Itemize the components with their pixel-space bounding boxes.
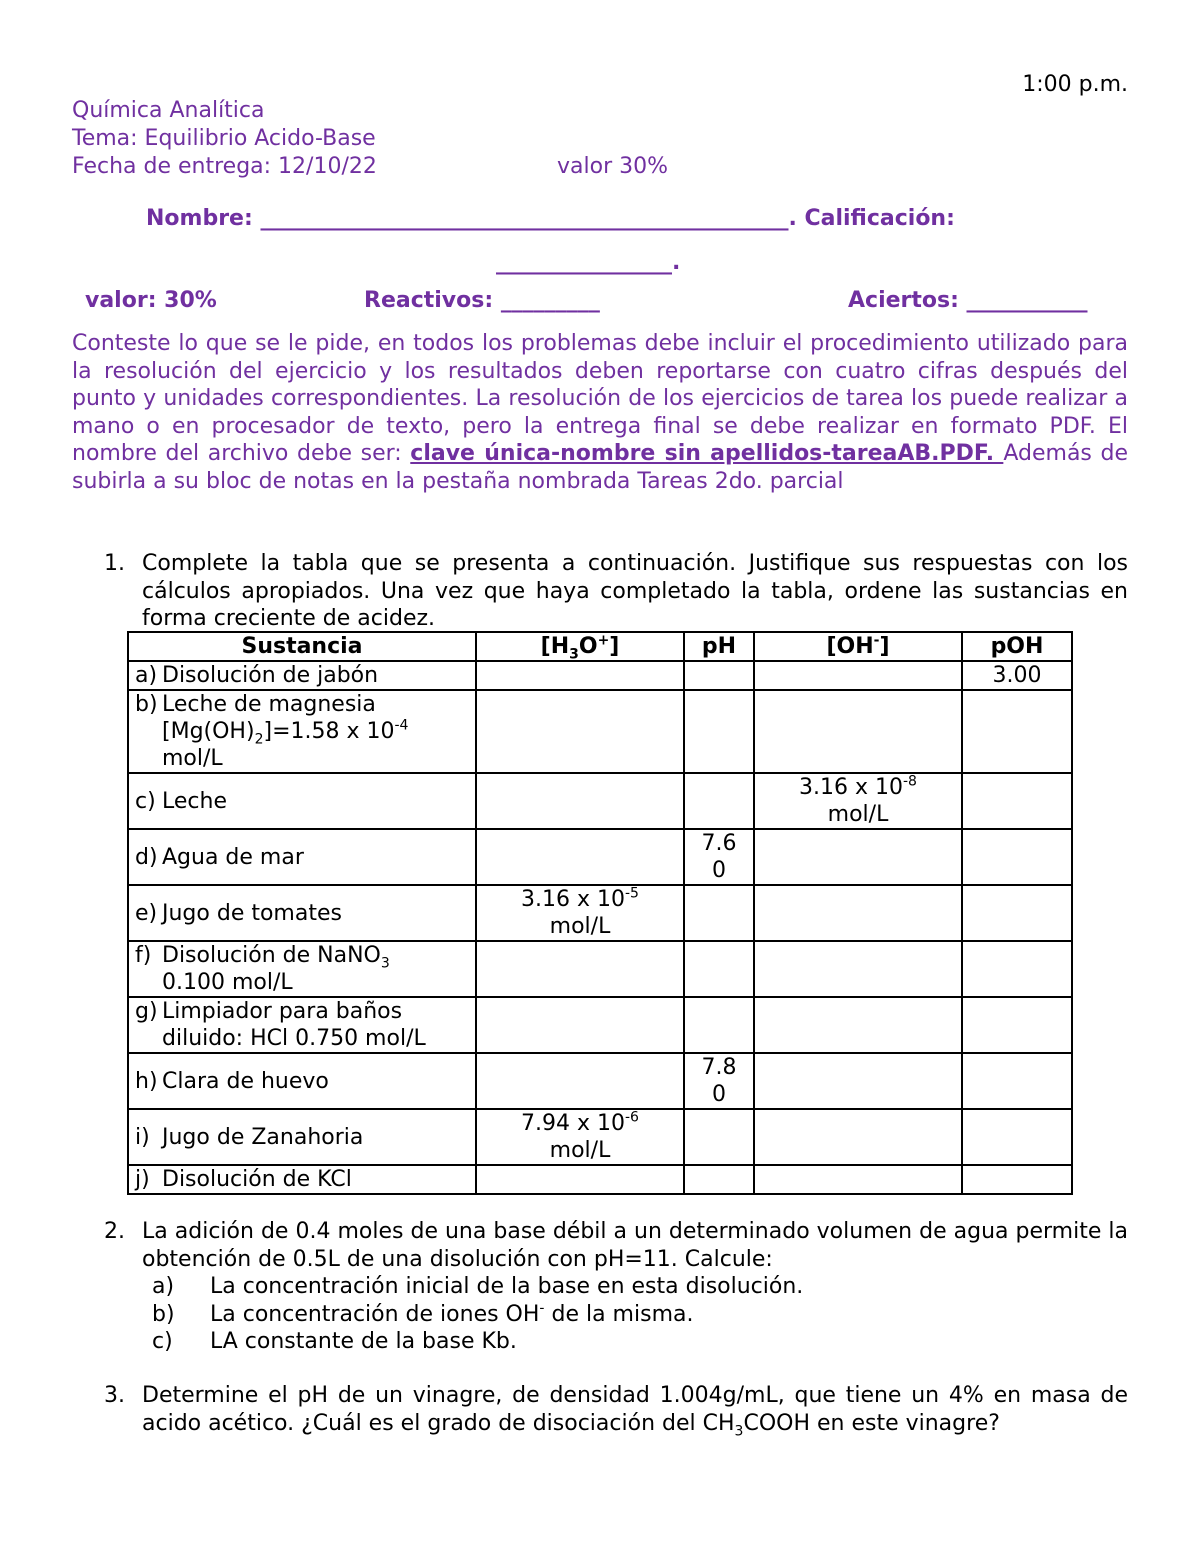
- time-label: 1:00 p.m.: [1022, 72, 1128, 97]
- question-number: 2.: [104, 1219, 125, 1244]
- table-row: [128, 661, 1072, 690]
- substance-cell: g) Limpiador para baños diluido: HCl 0.750 mol/L: [128, 997, 476, 1053]
- oh-cell: 3.16 x $10^{-8}$ mol/L: [754, 773, 962, 829]
- instructions-text-2: Además de subirla a su bloc de notas en la pestaña nombrada Tareas 2do. parcial: [72, 441, 1129, 494]
- h3o-cell: 7.94 x $10^{-6}$ mol/L: [476, 1109, 684, 1165]
- substance-cell: c) Leche: [128, 773, 476, 829]
- table-row: [128, 885, 1072, 941]
- name-label: Nombre:: [146, 206, 253, 231]
- table-row: [128, 773, 1072, 829]
- header-ph: pH: [684, 632, 754, 661]
- table-row: [128, 1109, 1072, 1165]
- poh-cell: 3.00: [962, 661, 1072, 690]
- header-oh: [OH-]: [754, 632, 962, 661]
- question-3: [104, 1382, 1128, 1437]
- name-field: [146, 206, 955, 231]
- table-row: [128, 941, 1072, 997]
- substance-cell: a) Disolución de jabón: [128, 661, 476, 690]
- question-text: Complete la tabla que se presenta a continuación. Justifique sus respuestas con los cálculos apropiados. Una vez que haya completado la tabla, ordene las sustancias en forma creciente de acidez.: [142, 551, 1128, 631]
- question-2: [104, 1218, 1128, 1356]
- substances-table: [127, 631, 1073, 1195]
- question-text: Determine el pH de un vinagre, de densidad 1.004g/mL, que tiene un 4% en masa de acido acético. ¿Cuál es el grado de disociación del $CH_3COOH$ en este vinagre?: [142, 1383, 1128, 1439]
- question-number: 1.: [104, 551, 125, 576]
- table-row: [128, 997, 1072, 1053]
- substance-cell: f) Disolución de NaNO$_3$ 0.100 mol/L: [128, 941, 476, 997]
- table-row: [128, 1165, 1072, 1194]
- question-text: La adición de 0.4 moles de una base débil a un determinado volumen de agua permite la obtención de 0.5L de una disolución con pH=11. Calcule:: [142, 1219, 1128, 1272]
- instructions-text: Conteste lo que se le pide, en todos los problemas debe incluir el procedimiento utilizado para la resolución del ejercicio y los resultados deben reportarse con cuatro cifras después del punto y unidades correspondientes. La resolución de los ejercicios de tarea los puede realizar a mano o en procesador de texto, pero la entrega final se debe realizar en formato PDF. El nombre del archivo debe ser:: [72, 331, 1128, 466]
- list-item: b) La concentración de iones OH- de la misma.: [152, 1300, 694, 1327]
- topic-line: Tema: Equilibrio Acido-Base: [72, 126, 376, 151]
- header-substance: Sustancia: [128, 632, 476, 661]
- table-header-row: [128, 632, 1072, 661]
- substance-cell: h) Clara de huevo: [128, 1053, 476, 1109]
- substance-cell: d) Agua de mar: [128, 829, 476, 885]
- ph-cell: 7.8 0: [684, 1053, 754, 1109]
- value-top: valor 30%: [557, 154, 669, 179]
- substance-cell: j) Disolución de KCl: [128, 1165, 476, 1194]
- table-row: [128, 829, 1072, 885]
- substance-cell: i) Jugo de Zanahoria: [128, 1109, 476, 1165]
- reagents-label: Reactivos: _________: [364, 288, 600, 313]
- substance-cell: e) Jugo de tomates: [128, 885, 476, 941]
- header-h3o: $[H_3O^+]$: [476, 632, 684, 661]
- substance-cell: b) Leche de magnesia $[Mg(OH)_2]=1.58$ x $10^{-4}$ mol/L: [128, 690, 476, 773]
- question-1: [104, 550, 1128, 633]
- grade-label: . Calificación:: [788, 206, 955, 231]
- header-poh: pOH: [962, 632, 1072, 661]
- h3o-cell: 3.16 x $10^{-5}$ mol/L: [476, 885, 684, 941]
- ph-cell: 7.6 0: [684, 829, 754, 885]
- filename-format: clave única-nombre sin apellidos-tareaAB.PDF.: [410, 441, 1004, 466]
- hits-label: Aciertos: ___________: [848, 288, 1088, 313]
- name-line: ________________________________________________: [260, 206, 789, 231]
- value-label: valor: 30%: [85, 288, 217, 313]
- due-date-line: Fecha de entrega: 12/10/22: [72, 154, 377, 179]
- subquestion-list: [142, 1273, 1128, 1356]
- grade-line: ________________.: [496, 250, 681, 275]
- list-item: c) LA constante de la base Kb.: [152, 1329, 517, 1354]
- course-title: Química Analítica: [72, 98, 265, 123]
- table-row: [128, 1053, 1072, 1109]
- table-row: [128, 690, 1072, 773]
- instructions: [72, 330, 1128, 495]
- list-item: a) La concentración inicial de la base en esta disolución.: [152, 1274, 804, 1299]
- question-number: 3.: [104, 1383, 125, 1408]
